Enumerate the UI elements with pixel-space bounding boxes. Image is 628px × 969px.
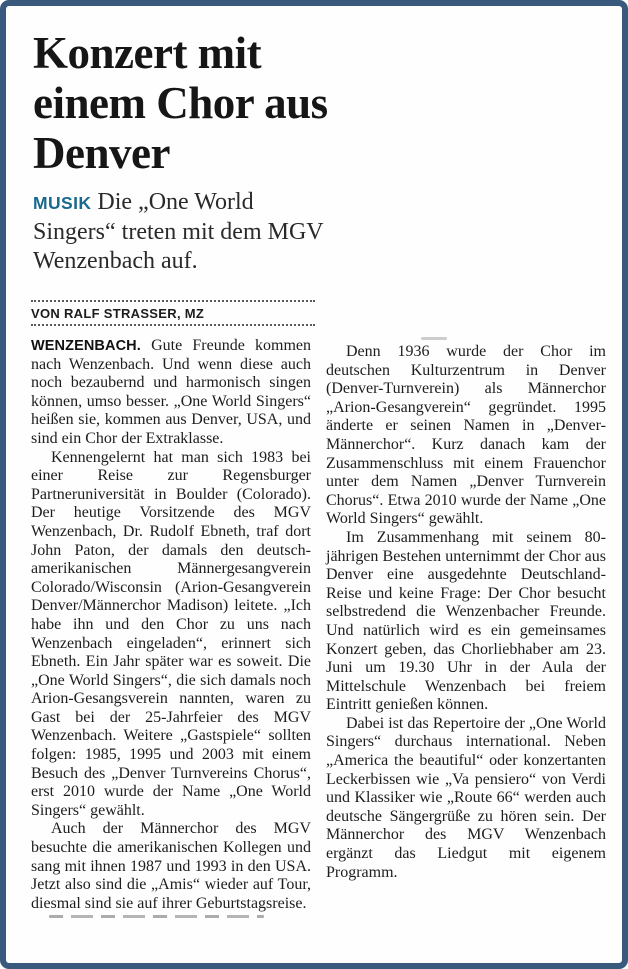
paragraph: Im Zusammenhang mit seinem 80-jährigen Bestehen unternimmt der Chor aus Denver eine ausgedehnte Deutschland-Reise und keine Frage: Der Chor besucht selbstredend die Wenzenbacher Freunde. Und natürlich wird es ein gemeinsames Konzert geben, das Chorliebhaber am 23. Juni um 19.30 Uhr in der Aula der Mittelschule Wenzenbach bei freiem Eintritt genießen können.: [326, 528, 606, 714]
clipped-text-smudge: [421, 337, 447, 340]
paragraph-text: Gute Freunde kommen nach Wenzenbach. Und wenn diese auch noch bezaubernd und harmonisch singen können, umso besser. „One World Singers“ heißen sie, kommen aus Denver, USA, und sind ein Chor der Extraklasse.: [31, 337, 312, 447]
paragraph: Auch der Männerchor des MGV besuchte die amerikanischen Kollegen und sang mit ihnen 1987 und 1993 in den USA. Jetzt also sind die „Amis“ wieder auf Tour, diesmal sind sie auf ihrer Geburtstagsreise.: [31, 820, 311, 912]
kicker-label: MUSIK: [33, 193, 92, 213]
article: [6, 6, 622, 920]
paragraph: Dabei ist das Repertoire der „One World Singers“ durchaus international. Neben „America the beautiful“ oder konzertanten Leckerbissen wie „Va pensiero“ von Verdi und Klassiker wie „Route 66“ werden auch deutsche Sängergrüße zu hören sein. Der Männerchor des MGV Wenzenbach ergänzt das Liedgut mit eigenem Programm.: [326, 714, 606, 881]
column-right: [326, 337, 606, 920]
paragraph: Denn 1936 wurde der Chor im deutschen Kulturzentrum in Denver (Denver-Turnverein) als Männerchor „Arion-Gesangverein“ gegründet. 1995 änderte er seinen Namen in „Denver-Männerchor“. Kurz danach kam der Zusammenschluss mit einem Frauenchor unter dem Namen „Denver Turnverein Chorus“. Etwa 2010 wurde der Name „One World Singers“ gewählt.: [326, 343, 606, 528]
paragraph: [31, 337, 311, 449]
article-headline: Konzert mit einem Chor aus Denver: [33, 28, 328, 178]
lead-location: WENZENBACH.: [31, 338, 141, 354]
column-left: [31, 337, 311, 920]
article-subhead: [33, 188, 335, 276]
clipped-text-sliver: [31, 915, 311, 920]
body-columns: [31, 337, 606, 920]
subhead-text: Die „One World Singers“ treten mit dem MGV Wenzenbach auf.: [33, 189, 324, 274]
byline: VON RALF STRASSER, MZ: [31, 300, 315, 326]
clipped-text-marks: [49, 915, 264, 918]
paragraph: Kennengelernt hat man sich 1983 bei einer Reise zur Regensburger Partneruniversität in Boulder (Colorado). Der heutige Vorsitzende des MGV Wenzenbach, Dr. Rudolf Ebneth, traf dort John Paton, der damals den deutsch-amerikanischen Männergesangverein Colorado/Wisconsin (Arion-Gesangverein Denver/Männerchor Madison) leitete. „Ich habe ihn und den Chor zu uns nach Wenzenbach eingeladen“, erinnert sich Ebneth. Ein Jahr später war es soweit. Die „One World Singers“, die sich damals noch Arion-Gesangsverein nannten, waren zu Gast bei der 25-Jahrfeier des MGV Wenzenbach. Weitere „Gastspiele“ sollten folgen: 1985, 1995 und 2003 mit einem Besuch des „Denver Turnvereins Chorus“, erst 2010 wurde der Name „One World Singers“ gewählt.: [31, 448, 311, 819]
